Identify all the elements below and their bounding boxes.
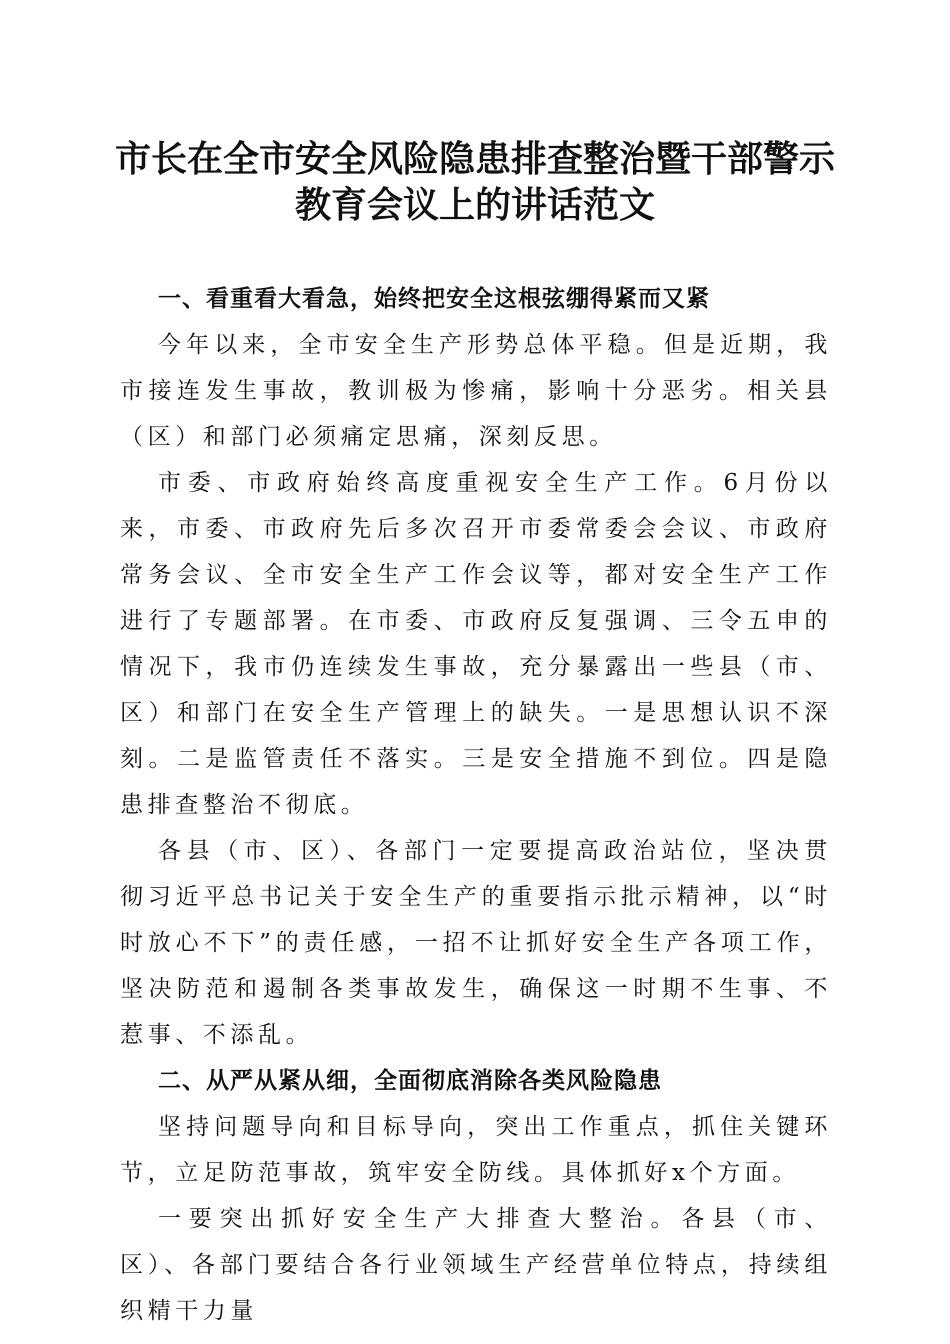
section-1-paragraph-2: 市委、市政府始终高度重视安全生产工作。6月份以来，市委、市政府先后多次召开市委常委会会议、市政府常务会议、全市安全生产工作会议等，都对安全生产工作进行了专题部署。在市委、市政府反复强调、三令五申的情况下，我市仍连续发生事故，充分暴露出一些县（市、区）和部门在安全生产管理上的缺失。一是思想认识不深刻。二是监管责任不落实。三是安全措施不到位。四是隐患排查整治不彻底。 — [120, 470, 832, 818]
section-1-paragraph-1: 今年以来，全市安全生产形势总体平稳。但是近期，我市接连发生事故，教训极为惨痛，影响十分恶劣。相关县（区）和部门必须痛定思痛，深刻反思。 — [120, 332, 832, 450]
section-heading-1: 一、看重看大看急，始终把安全这根弦绷得紧而又紧 — [158, 286, 710, 312]
document-title-line-1: 市长在全市安全风险隐患排查整治暨干部警示 — [114, 138, 835, 180]
section-2-paragraph-2: 一要突出抓好安全生产大排查大整治。各县（市、区）、各部门要结合各行业领域生产经营单位特点，持续组织精干力量 — [120, 1206, 832, 1324]
document-title-line-2: 教育会议上的讲话范文 — [294, 184, 655, 226]
document-body — [120, 276, 832, 1334]
section-heading-2: 二、从严从紧从细，全面彻底消除各类风险隐患 — [158, 1068, 662, 1094]
section-1-paragraph-3: 各县（市、区）、各部门一定要提高政治站位，坚决贯彻习近平总书记关于安全生产的重要指示批示精神，以“时时放心不下”的责任感，一招不让抓好安全生产各项工作，坚决防范和遏制各类事故发生，确保这一时期不生事、不惹事、不添乱。 — [120, 838, 832, 1048]
section-2-paragraph-1: 坚持问题导向和目标导向，突出工作重点，抓住关键环节，立足防范事故，筑牢安全防线。具体抓好x个方面。 — [120, 1114, 832, 1186]
